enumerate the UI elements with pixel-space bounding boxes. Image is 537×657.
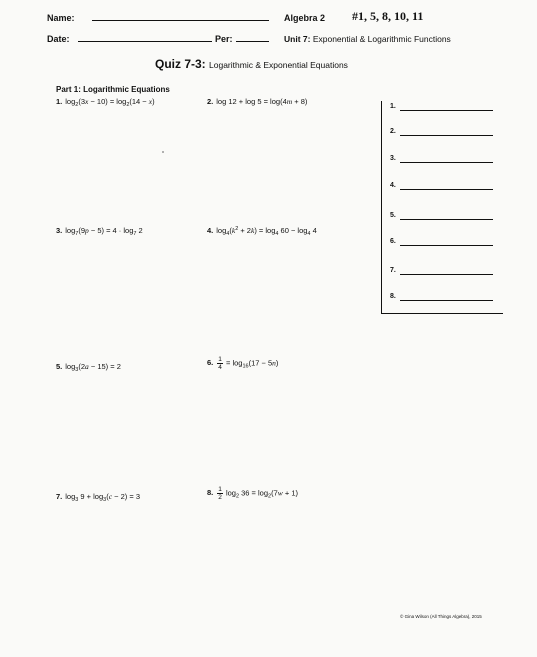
period-field[interactable] [236,33,269,42]
part-heading: Part 1: Logarithmic Equations [56,85,170,94]
date-label: Date: [47,34,70,44]
problem-4: 4. $\log_4(k^2 + 2k) = \log_4 60 - \log_4 4$ [207,226,317,237]
problem-number: 6. [207,358,214,368]
answer-label-6: 6. [390,238,396,245]
quiz-number: Quiz 7-3: [155,57,206,71]
answer-box [381,101,503,314]
answer-label-7: 7. [390,267,396,274]
answer-line-2[interactable] [400,135,493,136]
unit-label: Unit 7: [284,34,311,44]
problem-6: 6. $\frac{1}{4}$ = $\log_{16}(17 - 5n)$ [207,356,279,371]
answer-line-5[interactable] [400,219,493,220]
problem-number: 2. [207,97,214,106]
answer-line-3[interactable] [400,162,493,163]
problem-3: 3. $\log_7(9p - 5) = 4 \cdot \log_7 2$ [56,226,143,237]
unit-title: Exponential & Logarithmic Functions [312,34,451,44]
answer-label-5: 5. [390,212,396,219]
date-field[interactable] [78,33,212,42]
answer-line-6[interactable] [400,245,493,246]
answer-label-1: 1. [390,103,396,110]
problem-number: 3. [56,226,63,235]
quiz-title [155,57,348,71]
problem-number: 5. [56,362,63,371]
answer-label-8: 8. [390,293,396,300]
problem-number: 1. [56,97,63,106]
answer-line-8[interactable] [400,300,493,301]
unit-heading [284,34,451,44]
answer-line-7[interactable] [400,274,493,275]
answer-label-2: 2. [390,128,396,135]
copyright-credit: © Gina Wilson (All Things Algebra), 2015 [400,614,482,619]
period-label: Per: [215,34,233,44]
name-label: Name: [47,13,75,23]
problem-number: 4. [207,226,214,235]
scan-speck [162,151,164,153]
problem-1: 1. $\log_2(3x - 10) = \log_2(14 - x)$ [56,97,155,108]
name-field[interactable] [92,12,269,21]
problem-number: 8. [207,488,214,498]
quiz-name: Logarithmic & Exponential Equations [209,60,348,70]
answer-label-3: 3. [390,155,396,162]
answer-line-1[interactable] [400,110,493,111]
fraction: $\frac{1}{2}$ [218,486,222,501]
problem-2: 2. log 12 + log 5 = log(4m + 8) [207,97,308,106]
course-label: Algebra 2 [284,13,326,23]
problem-5: 5. $\log_3(2a - 15) = 2$ [56,362,121,373]
problem-number: 7. [56,492,63,501]
problem-8: 8. $\frac{1}{2}$ $\log_2 36 = \log_2(7w + 1)$ [207,486,298,501]
answer-line-4[interactable] [400,189,493,190]
answer-label-4: 4. [390,182,396,189]
problem-7: 7. $\log_3 9 + \log_3(c - 2) = 3$ [56,492,140,503]
fraction: $\frac{1}{4}$ [218,356,222,371]
assigned-problems: #1, 5, 8, 10, 11 [352,9,424,23]
